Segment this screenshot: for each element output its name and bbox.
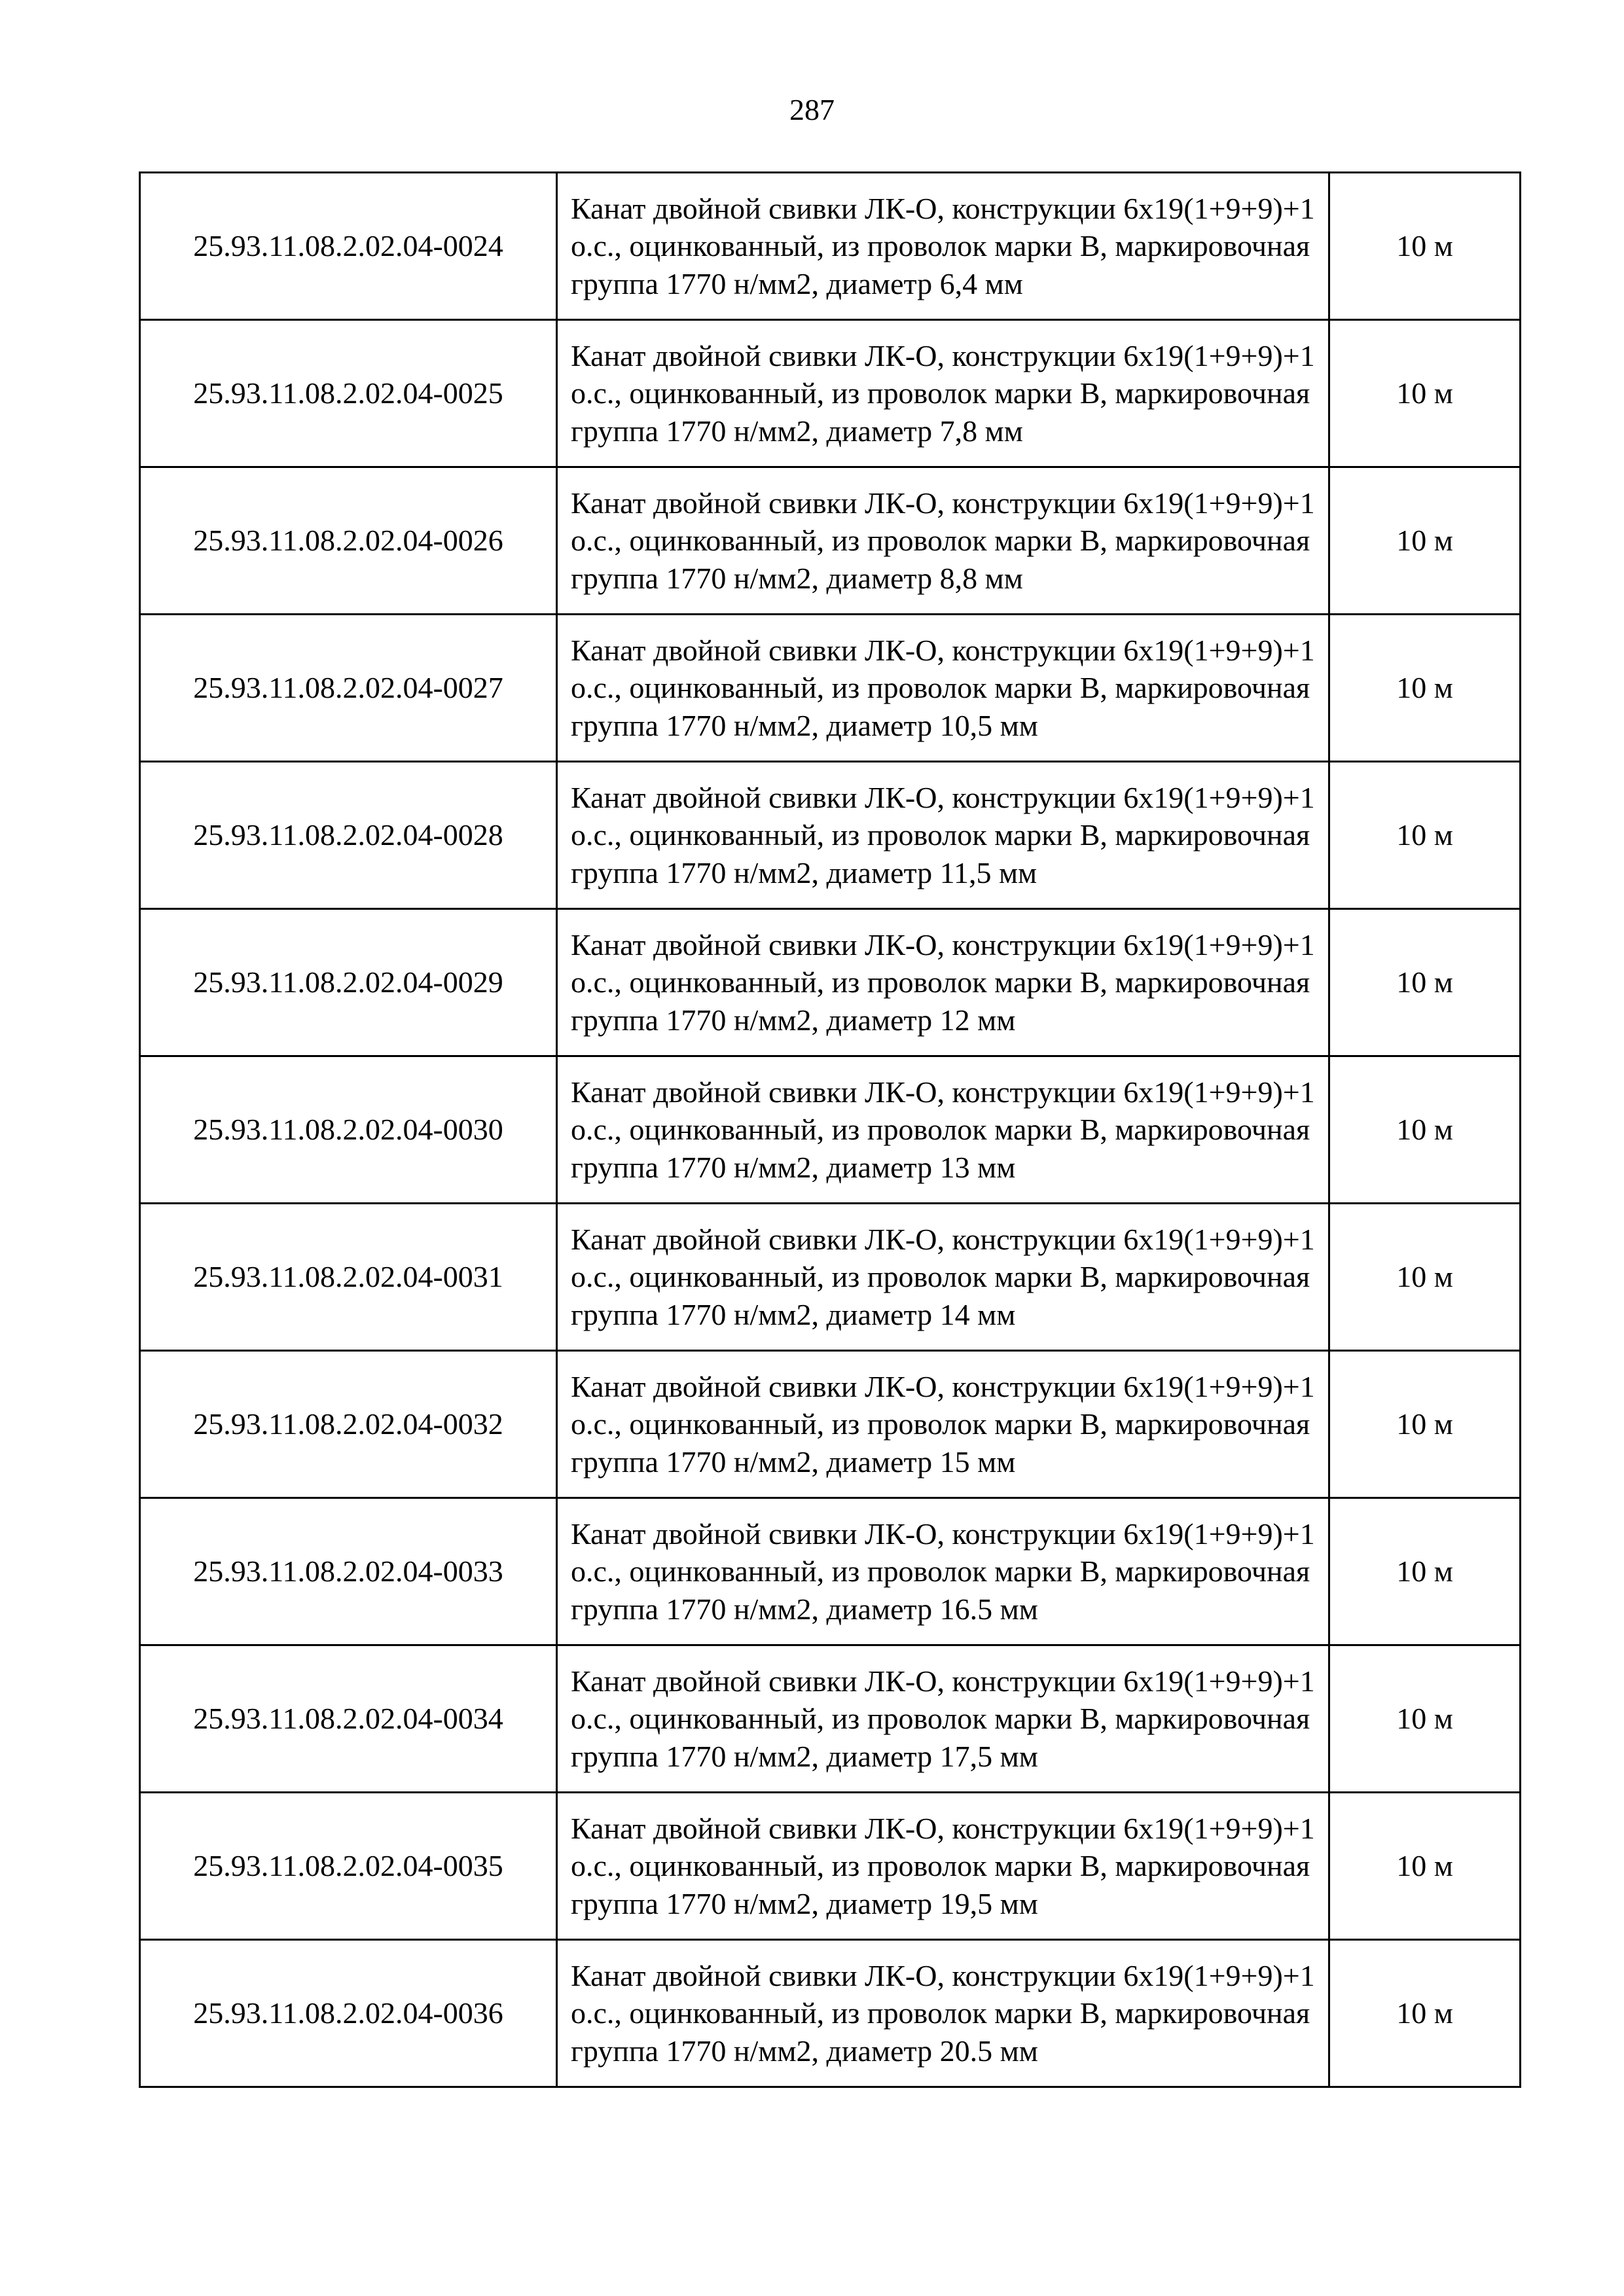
resource-unit: 10 м <box>1329 320 1521 467</box>
resource-unit: 10 м <box>1329 467 1521 615</box>
table-row <box>140 1498 1521 1645</box>
resource-unit: 10 м <box>1329 1498 1521 1645</box>
resource-unit: 10 м <box>1329 909 1521 1056</box>
resource-description: Канат двойной свивки ЛК-О, конструкции 6х19(1+9+9)+1 о.с., оцинкованный, из проволок марки В, маркировочная группа 1770 н/мм2, диаметр 7,8 мм <box>557 320 1329 467</box>
resource-description: Канат двойной свивки ЛК-О, конструкции 6х19(1+9+9)+1 о.с., оцинкованный, из проволок марки В, маркировочная группа 1770 н/мм2, диаметр 11,5 мм <box>557 762 1329 909</box>
resource-code: 25.93.11.08.2.02.04-0028 <box>140 762 557 909</box>
table-row <box>140 1056 1521 1204</box>
resource-code: 25.93.11.08.2.02.04-0029 <box>140 909 557 1056</box>
resource-code: 25.93.11.08.2.02.04-0027 <box>140 615 557 762</box>
table-row <box>140 615 1521 762</box>
resource-unit: 10 м <box>1329 1645 1521 1793</box>
table-row <box>140 1645 1521 1793</box>
resource-code: 25.93.11.08.2.02.04-0034 <box>140 1645 557 1793</box>
resource-unit: 10 м <box>1329 1940 1521 2087</box>
resource-code: 25.93.11.08.2.02.04-0024 <box>140 173 557 320</box>
resource-description: Канат двойной свивки ЛК-О, конструкции 6х19(1+9+9)+1 о.с., оцинкованный, из проволок марки В, маркировочная группа 1770 н/мм2, диаметр 8,8 мм <box>557 467 1329 615</box>
resource-description: Канат двойной свивки ЛК-О, конструкции 6х19(1+9+9)+1 о.с., оцинкованный, из проволок марки В, маркировочная группа 1770 н/мм2, диаметр 17,5 мм <box>557 1645 1329 1793</box>
resource-code: 25.93.11.08.2.02.04-0030 <box>140 1056 557 1204</box>
resource-description: Канат двойной свивки ЛК-О, конструкции 6х19(1+9+9)+1 о.с., оцинкованный, из проволок марки В, маркировочная группа 1770 н/мм2, диаметр 10,5 мм <box>557 615 1329 762</box>
resource-code: 25.93.11.08.2.02.04-0035 <box>140 1793 557 1940</box>
resource-unit: 10 м <box>1329 1204 1521 1351</box>
resource-description: Канат двойной свивки ЛК-О, конструкции 6х19(1+9+9)+1 о.с., оцинкованный, из проволок марки В, маркировочная группа 1770 н/мм2, диаметр 16.5 мм <box>557 1498 1329 1645</box>
table-row <box>140 1351 1521 1498</box>
resource-code: 25.93.11.08.2.02.04-0033 <box>140 1498 557 1645</box>
table-row <box>140 1793 1521 1940</box>
resource-table <box>139 171 1521 2088</box>
resource-unit: 10 м <box>1329 615 1521 762</box>
resource-unit: 10 м <box>1329 173 1521 320</box>
resource-code: 25.93.11.08.2.02.04-0031 <box>140 1204 557 1351</box>
resource-table-body <box>140 173 1521 2087</box>
resource-unit: 10 м <box>1329 1793 1521 1940</box>
resource-description: Канат двойной свивки ЛК-О, конструкции 6х19(1+9+9)+1 о.с., оцинкованный, из проволок марки В, маркировочная группа 1770 н/мм2, диаметр 19,5 мм <box>557 1793 1329 1940</box>
resource-description: Канат двойной свивки ЛК-О, конструкции 6х19(1+9+9)+1 о.с., оцинкованный, из проволок марки В, маркировочная группа 1770 н/мм2, диаметр 13 мм <box>557 1056 1329 1204</box>
table-row <box>140 1940 1521 2087</box>
resource-code: 25.93.11.08.2.02.04-0025 <box>140 320 557 467</box>
resource-unit: 10 м <box>1329 1351 1521 1498</box>
resource-code: 25.93.11.08.2.02.04-0026 <box>140 467 557 615</box>
table-row <box>140 1204 1521 1351</box>
resource-description: Канат двойной свивки ЛК-О, конструкции 6х19(1+9+9)+1 о.с., оцинкованный, из проволок марки В, маркировочная группа 1770 н/мм2, диаметр 14 мм <box>557 1204 1329 1351</box>
table-row <box>140 320 1521 467</box>
resource-code: 25.93.11.08.2.02.04-0032 <box>140 1351 557 1498</box>
resource-unit: 10 м <box>1329 1056 1521 1204</box>
table-row <box>140 173 1521 320</box>
resource-description: Канат двойной свивки ЛК-О, конструкции 6х19(1+9+9)+1 о.с., оцинкованный, из проволок марки В, маркировочная группа 1770 н/мм2, диаметр 12 мм <box>557 909 1329 1056</box>
resource-description: Канат двойной свивки ЛК-О, конструкции 6х19(1+9+9)+1 о.с., оцинкованный, из проволок марки В, маркировочная группа 1770 н/мм2, диаметр 15 мм <box>557 1351 1329 1498</box>
resource-unit: 10 м <box>1329 762 1521 909</box>
table-row <box>140 762 1521 909</box>
table-row <box>140 467 1521 615</box>
resource-description: Канат двойной свивки ЛК-О, конструкции 6х19(1+9+9)+1 о.с., оцинкованный, из проволок марки В, маркировочная группа 1770 н/мм2, диаметр 20.5 мм <box>557 1940 1329 2087</box>
table-row <box>140 909 1521 1056</box>
page-number: 287 <box>789 93 835 126</box>
resource-description: Канат двойной свивки ЛК-О, конструкции 6х19(1+9+9)+1 о.с., оцинкованный, из проволок марки В, маркировочная группа 1770 н/мм2, диаметр 6,4 мм <box>557 173 1329 320</box>
resource-code: 25.93.11.08.2.02.04-0036 <box>140 1940 557 2087</box>
